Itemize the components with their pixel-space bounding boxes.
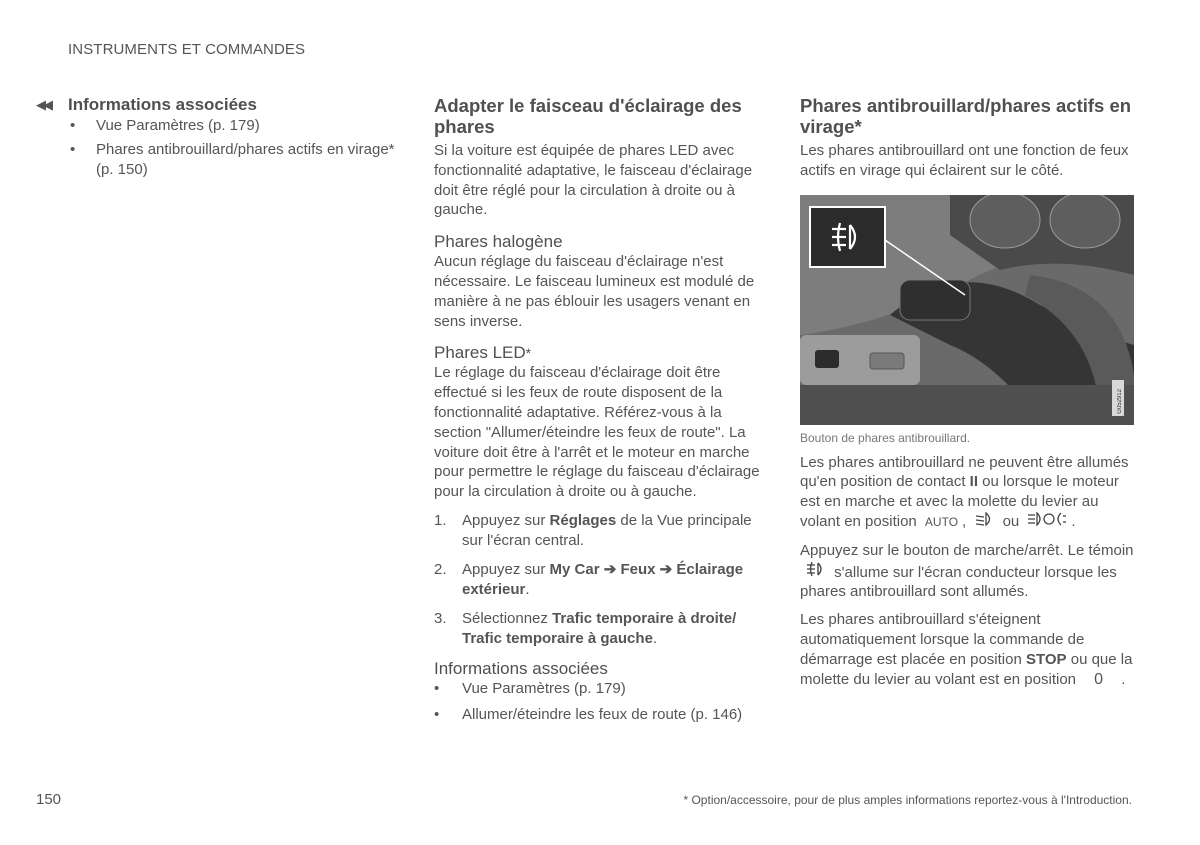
related-info-heading: Informations associées [68,95,257,114]
step-item: 1. Appuyez sur Réglages de la Vue principale sur l'écran central. [434,511,752,549]
intro-text: Si la voiture est équipée de phares LED avec fonctionnalité adaptative, le faisceau d'éclairage doit être réglé pour la circulation à droite ou à gauche. [434,142,753,219]
footnote: * Option/accessoire, pour de plus amples informations reportez-vous à l'Introduction. [683,793,1132,807]
list-item[interactable]: • Vue Paramètres (p. 179) [70,117,260,134]
led-text: Le réglage du faisceau d'éclairage doit être effectué si les feux de route disposent de la fonctionnalité adaptative. Référez-vous à la section "Allumer/éteindre les feux de route". La voiture doit être à l'arrêt et le moteur en marche pour permettre le réglage du faisceau d'éclairage pour la circulation à droite ou à gauche. [434,364,760,501]
fog-light-text-2: Appuyez sur le bouton de marche/arrêt. Le témoin s'allume sur l'écran conducteur lorsque les phares antibrouillard sont allumés. [800,541,1134,601]
low-beam-icon [974,512,994,526]
step-item: 2. Appuyez sur My Car ➔ Feux ➔ Éclairage extérieur. [434,560,744,598]
halogen-heading: Phares halogène [434,232,563,252]
page-number: 150 [36,791,62,808]
halogen-text: Aucun réglage du faisceau d'éclairage n'est nécessaire. Le faisceau lumineux est modulé de manière à ne pas éblouir les usagers venant en sens inverse. [434,253,755,330]
fog-light-text-3: Les phares antibrouillard s'éteignent automatiquement lorsque la commande de démarrage est placée en position STOP ou que la molette du levier au volant est en position 0 . [800,611,1133,688]
list-item[interactable]: • Vue Paramètres (p. 179) [434,679,626,697]
related-info-column [36,95,406,184]
step-item: 3. Sélectionnez Trafic temporaire à droite/ Trafic temporaire à gauche. [434,609,737,647]
figure-caption: Bouton de phares antibrouillard. [800,430,971,445]
figure-code: G052912 [1117,388,1123,414]
section-title: Adapter le faisceau d'éclairage des phares [434,95,742,137]
list-item[interactable]: • Phares antibrouillard/phares actifs en virage* (p. 150) [70,141,395,178]
dashboard-illustration [800,195,1134,425]
fog-light-button-photo [800,195,1134,425]
list-item[interactable]: • Allumer/éteindre les feux de route (p. 146) [434,705,743,723]
section-title: Phares antibrouillard/phares actifs en virage* [800,95,1132,137]
back-double-chevron-icon[interactable]: ◀◀ [36,97,50,112]
related-heading: Informations associées [434,658,608,678]
fog-light-icon [804,561,826,577]
headlight-beam-column [434,95,769,731]
led-heading: Phares LED* [434,343,532,363]
intro-text: Les phares antibrouillard ont une fonction de feux actifs en virage qui éclairent sur le côté. [800,142,1129,179]
fog-light-column [800,95,1134,689]
page-header: INSTRUMENTS ET COMMANDES [68,41,306,58]
steps-list [434,511,769,649]
high-beam-icon [1027,512,1067,526]
fog-light-text-1: Les phares antibrouillard ne peuvent être allumés qu'en position de contact II ou lorsque le moteur est en marche et avec la molette du levier au volant en position AUTO , ou . [800,453,1129,530]
